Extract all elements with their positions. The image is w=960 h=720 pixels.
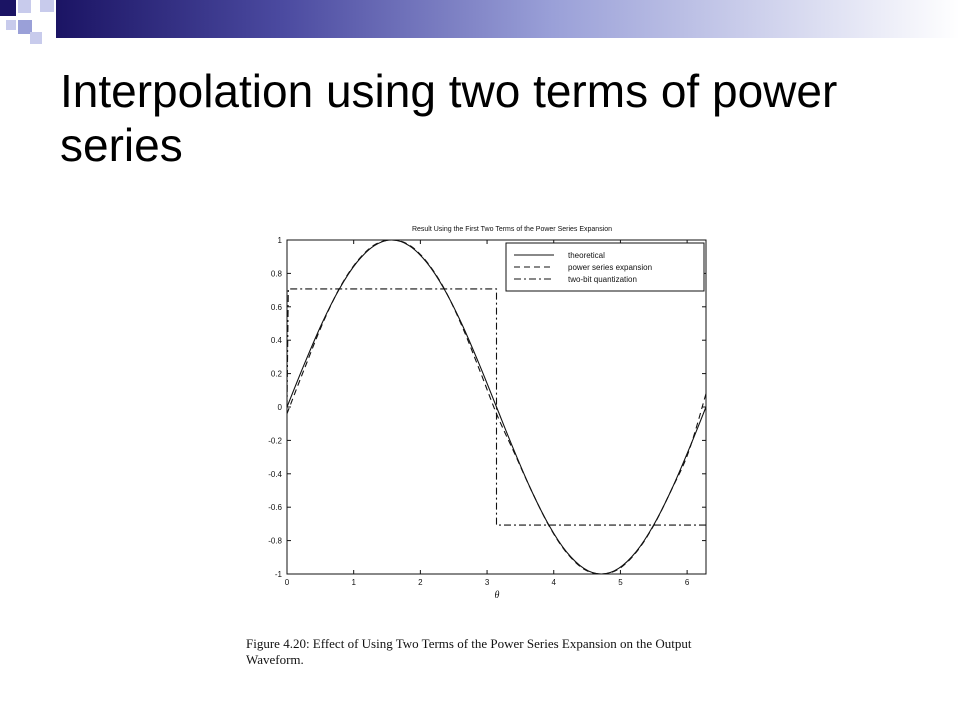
y-tick-label: 0.4 <box>270 336 282 346</box>
legend-label-1: theoretical <box>568 251 605 260</box>
y-tick-label: 0 <box>277 403 282 412</box>
y-tick-label: -0.6 <box>268 503 282 513</box>
x-tick-label: 1 <box>351 578 356 587</box>
x-tick-label: 3 <box>484 578 490 587</box>
x-tick-label: 2 <box>418 578 423 587</box>
y-tick-label: 1 <box>277 236 282 245</box>
x-axis-label: θ <box>494 590 500 601</box>
slide-title: Interpolation using two terms of power series <box>60 65 838 171</box>
y-tick-label: -0.2 <box>268 436 282 446</box>
y-tick-label: -0.4 <box>268 469 282 479</box>
y-tick-label: 0.8 <box>270 269 282 279</box>
y-tick-label: -1 <box>274 570 282 579</box>
x-tick-label: 6 <box>684 578 690 587</box>
legend-label-3: two-bit quantization <box>568 275 637 284</box>
legend-label-2: power series expansion <box>568 263 653 272</box>
y-tick-label: 0.2 <box>270 369 282 379</box>
chart-title: Result Using the First Two Terms of the Power Series Expansion <box>411 226 613 233</box>
y-tick-label: -0.8 <box>268 536 282 546</box>
x-tick-label: 4 <box>551 578 556 587</box>
y-tick-label: 0.6 <box>270 302 282 312</box>
x-tick-label: 0 <box>284 578 290 587</box>
x-axis-ticks <box>285 240 690 587</box>
x-tick-label: 5 <box>618 578 623 587</box>
figure-caption: Figure 4.20: Effect of Using Two Terms of the Power Series Expansion on the Output Waveform. <box>246 636 692 667</box>
legend <box>506 243 704 291</box>
